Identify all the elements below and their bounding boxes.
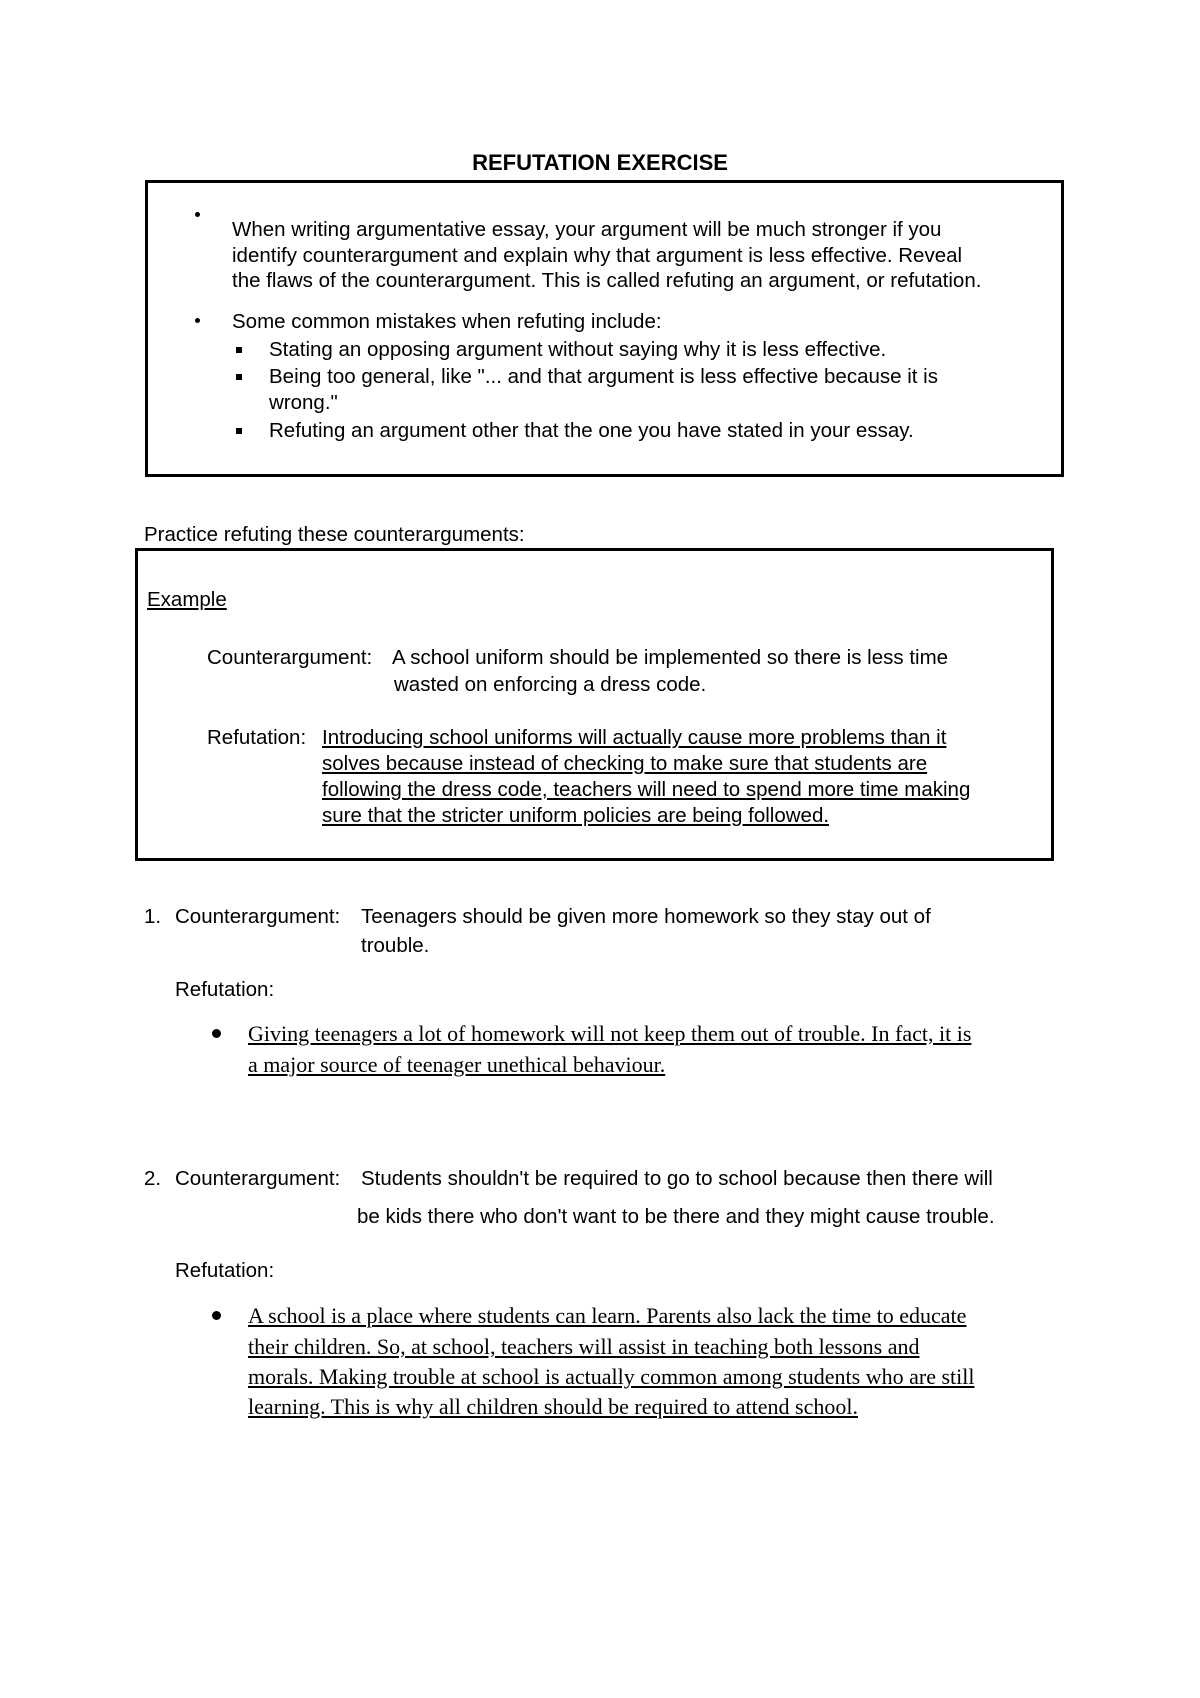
square-bullet-icon [236,347,242,353]
answer-line: morals. Making trouble at school is actually common among students who are still [248,1364,975,1389]
item-counter-line: trouble. [361,934,430,957]
example-refutation-line: solves because instead of checking to make sure that students are [322,752,928,775]
intro-sub-item-cont: wrong." [269,391,338,414]
example-label: Example [147,588,227,611]
item-refutation-label: Refutation: [175,978,275,1001]
answer-bullet-icon [212,1029,221,1038]
example-refutation-line: following the dress code, teachers will need to spend more time making [322,778,971,801]
item-number: 2. [144,1167,162,1190]
item-counter-label: Counterargument: [175,1167,341,1190]
intro-bullet1-line2: identify counterargument and explain why that argument is less effective. Reveal [232,244,963,267]
practice-heading: Practice refuting these counterarguments: [144,523,525,546]
intro-sub-item: Refuting an argument other that the one you have stated in your essay. [269,419,914,442]
intro-sub-item: Being too general, like "... and that argument is less effective because it is [269,365,938,388]
answer-bullet-icon [212,1311,221,1320]
answer-line: learning. This is why all children should be required to attend school. [248,1394,858,1419]
square-bullet-icon [236,428,242,434]
example-counter-label: Counterargument: [207,646,373,669]
example-refutation-line: sure that the stricter uniform policies are being followed. [322,804,830,827]
intro-bullet2: Some common mistakes when refuting include: [232,310,662,333]
answer-line: Giving teenagers a lot of homework will not keep them out of trouble. In fact, it is [248,1021,972,1046]
square-bullet-icon [236,374,242,380]
answer-line: a major source of teenager unethical behaviour. [248,1052,666,1077]
intro-bullet1-line3: the flaws of the counterargument. This is called refuting an argument, or refutation. [232,269,982,292]
bullet-dot-icon [195,212,200,217]
item-counter-line: Teenagers should be given more homework so they stay out of [361,905,931,928]
page-title: REFUTATION EXERCISE [472,150,728,175]
example-counter-line1: A school uniform should be implemented so there is less time [392,646,949,669]
intro-sub-item: Stating an opposing argument without saying why it is less effective. [269,338,887,361]
item-counter-line: be kids there who don't want to be there and they might cause trouble. [357,1205,995,1228]
item-counter-line: Students shouldn't be required to go to school because then there will [361,1167,993,1190]
example-counter-line2: wasted on enforcing a dress code. [394,673,707,696]
answer-line: A school is a place where students can learn. Parents also lack the time to educate [248,1303,967,1328]
item-counter-label: Counterargument: [175,905,341,928]
example-refutation-label: Refutation: [207,726,307,749]
item-number: 1. [144,905,162,928]
answer-line: their children. So, at school, teachers will assist in teaching both lessons and [248,1334,920,1359]
item-refutation-label: Refutation: [175,1259,275,1282]
bullet-dot-icon [195,318,200,323]
example-refutation-line: Introducing school uniforms will actually cause more problems than it [322,726,947,749]
intro-bullet1-line1: When writing argumentative essay, your argument will be much stronger if you [232,218,942,241]
